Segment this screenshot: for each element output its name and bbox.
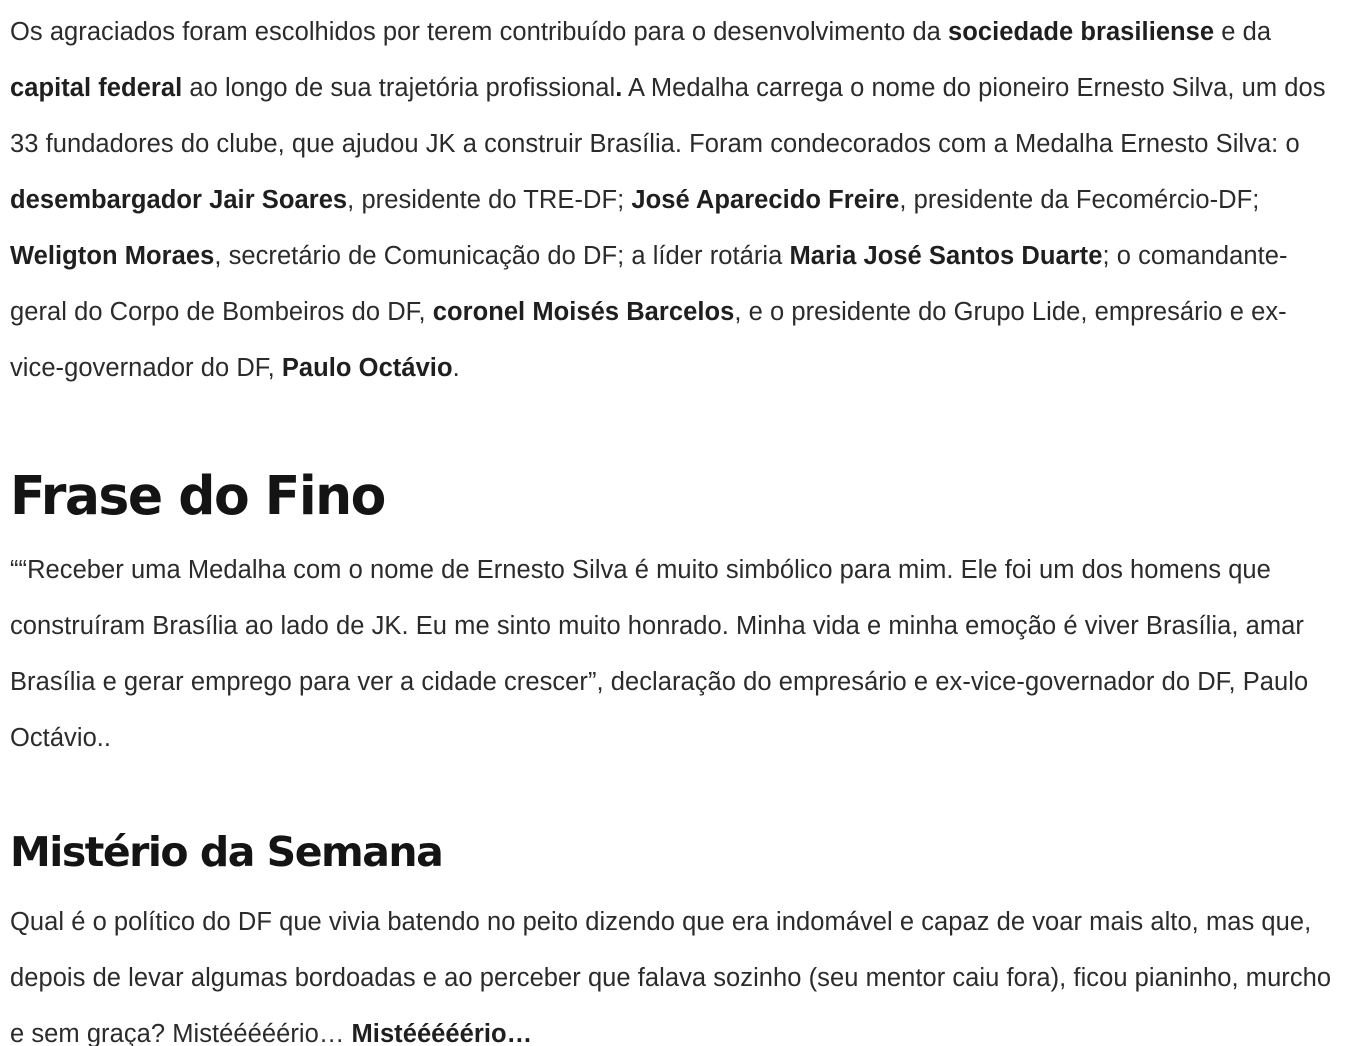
bold-text-run: desembargador Jair Soares — [10, 186, 348, 214]
text-run: . — [452, 354, 460, 382]
bold-text-run: sociedade brasiliense — [948, 18, 1215, 46]
bold-text-run: Paulo Octávio — [281, 354, 453, 382]
bold-text-run: Maria José Santos Duarte — [789, 242, 1103, 270]
text-run: , secretário de Comunicação do DF; a líder rotária — [214, 242, 790, 270]
text-run: , presidente do TRE-DF; — [347, 186, 632, 214]
bold-text-run: José Aparecido Freire — [631, 186, 900, 214]
bold-text-run: capital federal — [10, 74, 183, 102]
section-heading-frase-do-fino: Frase do Fino — [10, 466, 385, 528]
section-heading-misterio-da-semana: Mistério da Semana — [10, 828, 443, 876]
text-run: Os agraciados foram escolhidos por terem contribuído para o desenvolvimento da — [10, 18, 949, 46]
bold-text-run: Mistééééério… — [351, 1020, 533, 1046]
text-run: A Medalha carrega o nome do pioneiro Ernesto Silva, um dos 33 fundadores do clube, que ajudou JK a construir Brasília. Foram condecorados com a Medalha Ernesto Silva: o — [10, 74, 1326, 158]
bold-text-run: coronel Moisés Barcelos — [432, 298, 735, 326]
text-run: Qual é o político do DF que vivia batendo no peito dizendo que era indomável e capaz de voar mais alto, mas que, depois de levar algumas bordoadas e ao perceber que falava sozinho (seu mentor caiu fora), ficou pianinho, murcho e sem graça? Mistééééério… — [10, 908, 1332, 1046]
text-run: , e o presidente do Grupo Lide, empresário e ex-vice-governador do DF, — [10, 298, 1287, 382]
bold-text-run: Weligton Moraes — [10, 242, 215, 270]
text-run: ; o comandante-geral do Corpo de Bombeiros do DF, — [10, 242, 1288, 326]
medal-recipients-paragraph — [10, 0, 1338, 396]
text-run: , presidente da Fecomércio-DF; — [899, 186, 1260, 214]
text-run: e da — [1214, 18, 1272, 46]
mystery-paragraph — [10, 894, 1338, 1046]
bold-text-run: . — [615, 74, 623, 102]
quote-paragraph: ““Receber uma Medalha com o nome de Ernesto Silva é muito simbólico para mim. Ele foi um dos homens que construíram Brasília ao lado de JK. Eu me sinto muito honrado. Minha vida e minha emoção é viver Brasília, amar Brasília e gerar emprego para ver a cidade crescer”, declaração do empresário e ex-vice-governador do DF, Paulo Octávio.. — [10, 556, 1309, 752]
text-run: ao longo de sua trajetória profissional — [182, 74, 616, 102]
